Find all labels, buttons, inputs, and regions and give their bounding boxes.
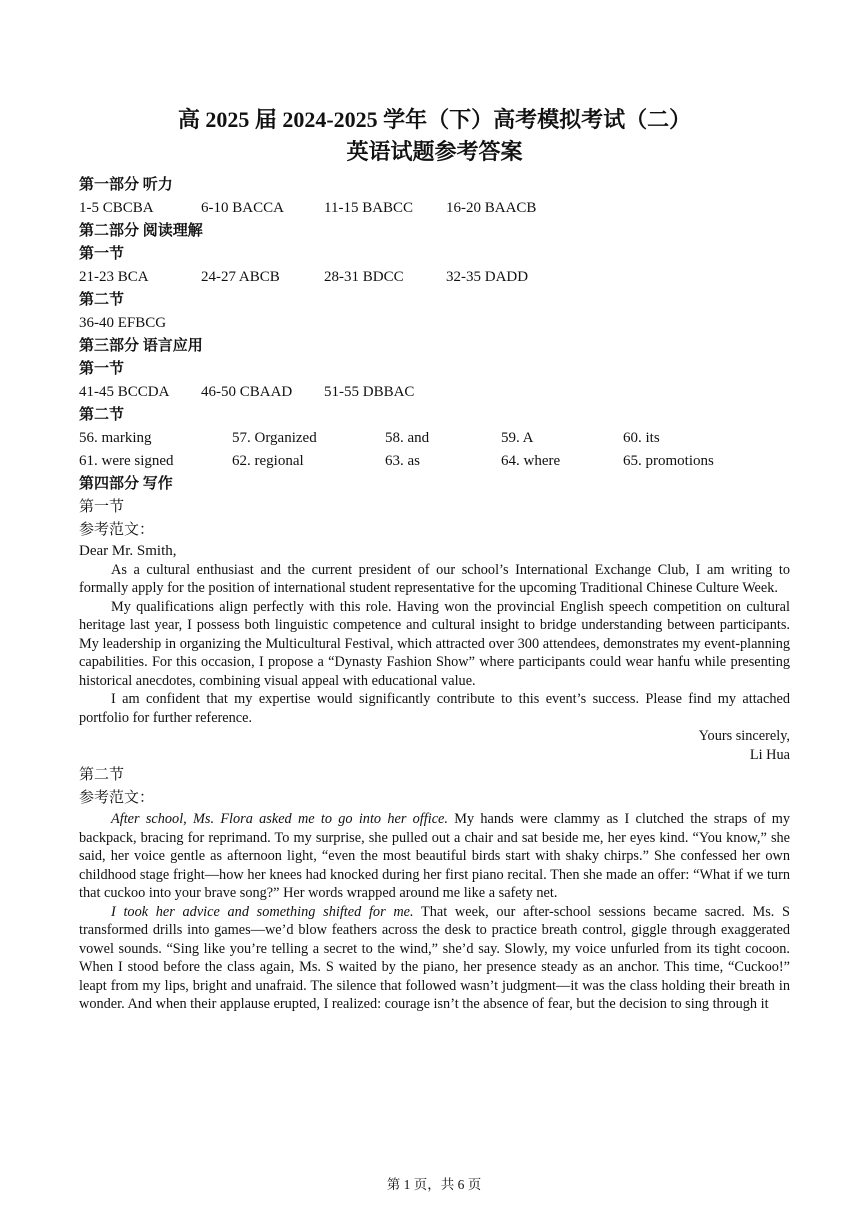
part2-section2-answers bbox=[79, 312, 790, 335]
exam-subtitle: 英语试题参考答案 bbox=[346, 139, 523, 164]
part4-section2-label: 第二节 bbox=[79, 767, 125, 783]
part3-heading: 第三部分 语言应用 bbox=[79, 338, 203, 354]
fill-answer: 59. A bbox=[501, 430, 534, 446]
story-paragraph bbox=[79, 810, 790, 903]
part4-section1-label: 第一节 bbox=[79, 499, 125, 515]
answer-group: 21-23 BCA bbox=[79, 269, 149, 285]
part1-heading: 第一部分 听力 bbox=[79, 177, 173, 193]
fill-answer: 60. its bbox=[623, 430, 660, 446]
part1-answers bbox=[79, 197, 790, 220]
story-text: That week, our after-school sessions became sacred. Ms. S transformed drills into games—we’d blow feathers across the desk to practice breath control, giggle through exaggerated vowel sounds. “Sing like you’re telling a secret to the wind,” she’d say. Slowly, my voice unfurled from its tight cocoon. When I stood before the class again, Ms. S waited by the piano, her presence steady as an anchor. This time, “Cuckoo!” leapt from my lips, bright and unafraid. The silence that followed wasn’t judgment—it was the class holding their breath in wonder. And when their applause erupted, I realized: courage isn’t the absence of fear, but the decision to sing through it bbox=[79, 903, 790, 1012]
part3-section1-answers bbox=[79, 381, 790, 404]
story-lead-sentence: After school, Ms. Flora asked me to go into her office. bbox=[111, 811, 448, 827]
fill-answer: 58. and bbox=[385, 430, 430, 446]
story-paragraph bbox=[79, 903, 790, 1014]
exam-title: 高 2025 届 2024-2025 学年（下）高考模拟考试（二） bbox=[177, 107, 692, 132]
answer-group: 51-55 DBBAC bbox=[324, 384, 415, 400]
letter-paragraph: My qualifications align perfectly with this role. Having won the provincial English speech competition on cultural heritage last year, I possess both linguistic competence and cultural insight to bridge understanding between participants. My leadership in organizing the Multicultural Festival, which attracted over 300 attendees, demonstrates my event-planning capabilities. For this occasion, I propose a “Dynasty Fashion Show” where participants could wear hanfu while presenting historical anecdotes, combining visual appeal with educational value. bbox=[79, 598, 790, 689]
page-number: 第 1 页，共 6 页 bbox=[386, 1177, 482, 1192]
part3-section1-label: 第一节 bbox=[79, 361, 125, 377]
answer-group: 36-40 EFBCG bbox=[79, 315, 167, 331]
sample-essay-label: 参考范文： bbox=[79, 522, 155, 538]
answer-group: 1-5 CBCBA bbox=[79, 200, 154, 216]
answer-key-page bbox=[79, 104, 790, 1014]
part2-heading: 第二部分 阅读理解 bbox=[79, 223, 203, 239]
fill-answer: 63. as bbox=[385, 453, 420, 469]
part3-section2-label: 第二节 bbox=[79, 407, 125, 423]
fill-answer: 57. Organized bbox=[232, 430, 317, 446]
letter-paragraph: As a cultural enthusiast and the current president of our school’s International Exchange Club, I am writing to formally apply for the position of international student representative for the upcoming Traditional Chinese Culture Week. bbox=[79, 561, 790, 596]
fill-answer: 56. marking bbox=[79, 430, 152, 446]
answer-group: 11-15 BABCC bbox=[324, 200, 414, 216]
letter-closing: Yours sincerely, bbox=[698, 728, 790, 744]
part2-section1-answers bbox=[79, 266, 790, 289]
fill-answer: 62. regional bbox=[232, 453, 304, 469]
letter-salutation: Dear Mr. Smith, bbox=[79, 543, 177, 559]
answer-group: 32-35 DADD bbox=[446, 269, 529, 285]
part3-section2-row1 bbox=[79, 427, 790, 450]
letter-paragraph: I am confident that my expertise would significantly contribute to this event’s success. Please find my attached portfolio for further reference. bbox=[79, 691, 790, 726]
fill-answer: 65. promotions bbox=[623, 453, 714, 469]
answer-group: 41-45 BCCDA bbox=[79, 384, 170, 400]
answer-group: 16-20 BAACB bbox=[446, 200, 537, 216]
answer-group: 6-10 BACCA bbox=[201, 200, 284, 216]
answer-group: 46-50 CBAAD bbox=[201, 384, 293, 400]
answer-group: 28-31 BDCC bbox=[324, 269, 404, 285]
part2-section2-label: 第二节 bbox=[79, 292, 125, 308]
fill-answer: 64. where bbox=[501, 453, 561, 469]
answer-group: 24-27 ABCB bbox=[201, 269, 280, 285]
letter-signature: Li Hua bbox=[749, 746, 790, 763]
part2-section1-label: 第一节 bbox=[79, 246, 125, 262]
sample-essay-label-2: 参考范文： bbox=[79, 790, 155, 806]
part3-section2-row2 bbox=[79, 450, 790, 473]
fill-answer: 61. were signed bbox=[79, 453, 174, 469]
story-lead-sentence: I took her advice and something shifted for me. bbox=[111, 903, 414, 920]
part4-heading: 第四部分 写作 bbox=[79, 476, 173, 492]
story-text: My hands were clammy as I clutched the straps of my backpack, bracing for reprimand. To my surprise, she pulled out a chair and sat beside me, her eyes kind. “You know,” she said, her voice gentle as afternoon light, “even the most beautiful birds start with shaky chirps.” She confessed her own childhood stage fright—how her knees had knocked during her first piano recital. Then she made an offer: “What if we turn that cuckoo into your brave song?” Her words wrapped around me like a safety net. bbox=[79, 811, 790, 901]
